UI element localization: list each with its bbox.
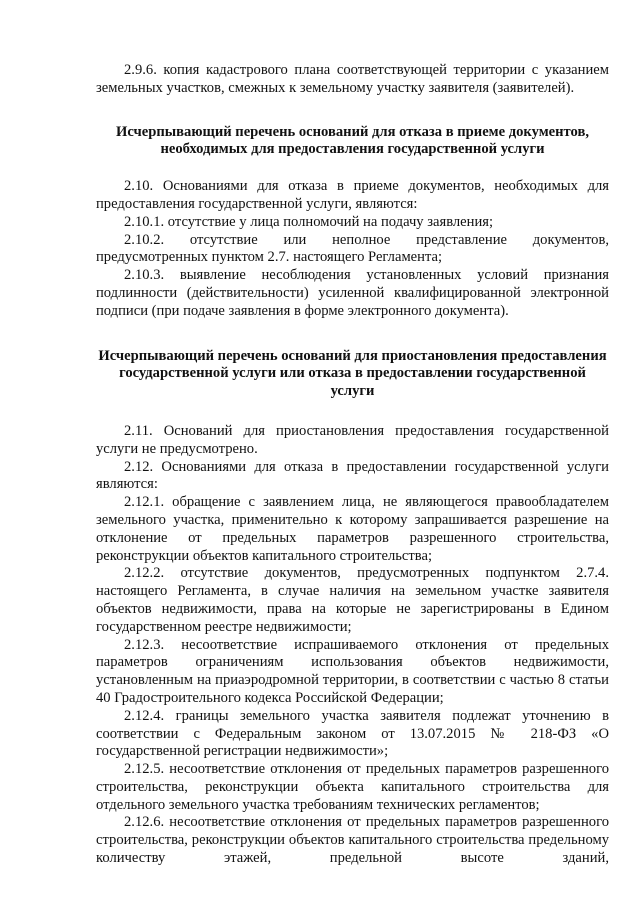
paragraph-2-9-6: 2.9.6. копия кадастрового плана соответствующей территории с указанием земельных участков, смежных к земельному участку заявителя (заявителей). bbox=[96, 62, 609, 96]
section-heading-document-refusal: Исчерпывающий перечень оснований для отказа в приеме документов, необходимых для предоставления государственной услуги bbox=[116, 123, 589, 158]
spacer bbox=[96, 321, 609, 348]
document-page bbox=[96, 62, 609, 868]
paragraph-2-10: 2.10. Основаниями для отказа в приеме документов, необходимых для предоставления государственной услуги, являются: bbox=[96, 178, 609, 212]
paragraph-2-12: 2.12. Основаниями для отказа в предоставлении государственной услуги являются: bbox=[96, 458, 609, 493]
paragraph-2-12-4: 2.12.4. границы земельного участка заявителя подлежат уточнению в соответствии с Федеральным законом от 13.07.2015 № 218-ФЗ «О государственной регистрации недвижимости»; bbox=[96, 707, 609, 760]
paragraph-2-12-6: 2.12.6. несоответствие отклонения от предельных параметров разрешенного строительства, реконструкции объектов капитального строительства предельному количеству этажей, предельной высоте зданий, bbox=[96, 814, 609, 867]
paragraph-2-11: 2.11. Оснований для приостановления предоставления государственной услуги не предусмотрено. bbox=[96, 422, 609, 457]
spacer bbox=[96, 401, 609, 423]
paragraph-2-10-1: 2.10.1. отсутствие у лица полномочий на подачу заявления; bbox=[124, 213, 494, 230]
paragraph-2-12-5: 2.12.5. несоответствие отклонения от предельных параметров разрешенного строительства, реконструкции объекта капитального строительства для отдельного земельного участка требованиям технических регламентов; bbox=[96, 761, 609, 813]
spacer bbox=[96, 98, 609, 124]
section-heading-service-suspension: Исчерпывающий перечень оснований для приостановления предоставления государственной услуги или отказа в предоставлении государственной услуги bbox=[98, 347, 607, 400]
paragraph-2-12-2: 2.12.2. отсутствие документов, предусмотренных подпунктом 2.7.4. настоящего Регламента, в случае наличия на земельном участке заявителя объектов недвижимости, права на которые не зарегистрированы в Едином государственном реестре недвижимости; bbox=[96, 565, 609, 635]
paragraph-2-10-3: 2.10.3. выявление несоблюдения установленных условий признания подлинности (действительности) усиленной квалифицированной электронной подписи (при подаче заявления в форме электронного документа). bbox=[96, 267, 609, 319]
paragraph-2-12-3: 2.12.3. несоответствие испрашиваемого отклонения от предельных параметров ограничениям использования объектов недвижимости, установленным на приаэродромной территории, в соответствии с частью 8 статьи 40 Градостроительного кодекса Российской Федерации; bbox=[96, 636, 609, 706]
paragraph-2-12-1: 2.12.1. обращение с заявлением лица, не являющегося правообладателем земельного участка, применительно к которому запрашивается разрешение на отклонение от предельных параметров разрешенного строительства, реконструкции объектов капитального строительства; bbox=[96, 494, 609, 564]
paragraph-2-10-2: 2.10.2. отсутствие или неполное представление документов, предусмотренных пунктом 2.7. настоящего Регламента; bbox=[96, 231, 609, 266]
spacer bbox=[96, 159, 609, 178]
